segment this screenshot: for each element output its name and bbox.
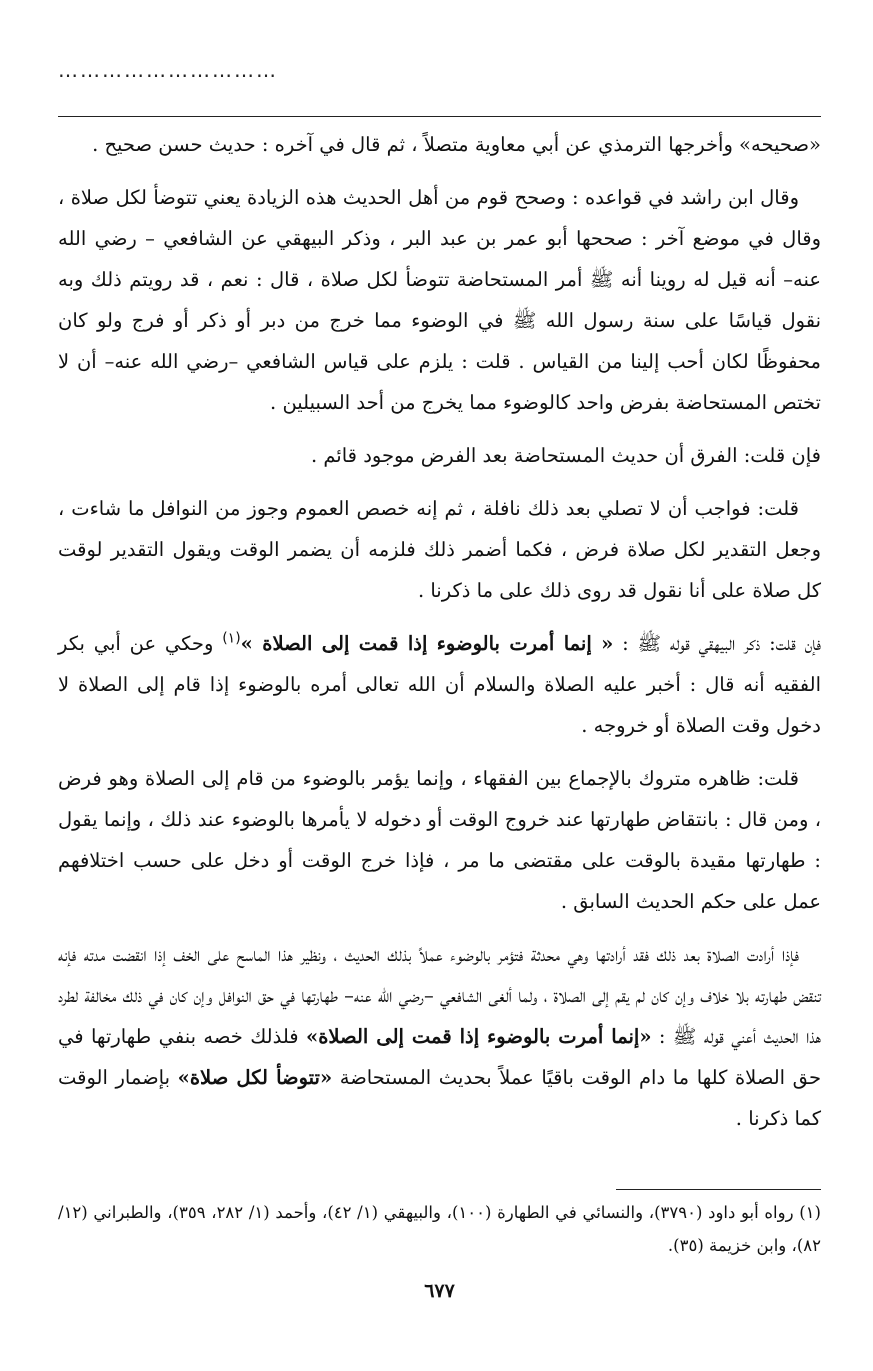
- paragraph-text: فإن قلت: الفرق أن حديث المستحاضة بعد الفرض موجود قائم .: [310, 444, 821, 467]
- paragraph-text: وقال ابن راشد في قواعده : وصحح قوم من أهل الحديث هذه الزيادة يعني تتوضأ لكل صلاة ، وقال في موضع آخر : صححها أبو عمر بن عبد البر ، وذكر البيهقي عن الشافعي – رضي الله عنه– أنه قيل له روينا أنه ﷺ أمر المستحاضة تتوضأ لكل صلاة ، قال : نعم ، قد رويتم ذلك وبه نقول قياسًا على سنة رسول الله ﷺ في الوضوء مما خرج من دبر أو ذكر أو فرج ولو كان محفوظًا لكان أحب إلينا من القياس . قلت : يلزم على قياس الشافعي –رضي الله عنه– أن لا تختص المستحاضة بفرض واحد كالوضوء مما يخرج من أحد السبيلين .: [58, 186, 821, 414]
- paragraph-2: [58, 177, 821, 423]
- document-page: [58, 0, 821, 1371]
- paragraph-text: قلت: فواجب أن لا تصلي بعد ذلك نافلة ، ثم إنه خصص العموم وجوز من النوافل ما شاءت ، وجعل التقدير لكل صلاة فرض ، فكما أضمر ذلك فلزمه أن يضمر الوقت ويقول التقدير لوقت كل صلاة على أنا نقول قد روى ذلك على ما ذكرنا .: [58, 497, 821, 602]
- paragraph-7: [58, 934, 821, 1139]
- paragraph-text-pre: فإذا أرادت الصلاة بعد ذلك فقد أرادتها وهي محدثة فتؤمر بالوضوء عملاً بذلك الحديث ، ونظير هذا الماسح على الخف إذا انقضت مدته فإنه تنقض طهارته بلا خلاف وإن كان لم يقم إلى الصلاة ، ولما ألغى الشافعي –رضي الله عنه– طهارتها في حق النوافل وإن كان في ذلك مخالفة لطرد هذا الحديث أعني قوله ﷺ :: [58, 943, 822, 1048]
- paragraph-1: [58, 124, 821, 165]
- header-rule: [58, 116, 821, 117]
- paragraph-5: [58, 623, 821, 746]
- footnote-rule: [616, 1189, 821, 1190]
- paragraph-text-pre: فإن قلت: ذكر البيهقي قوله ﷺ :: [613, 632, 822, 655]
- paragraph-text: «صحيحه» وأخرجها الترمذي عن أبي معاوية متصلاً ، ثم قال في آخره : حديث حسن صحيح .: [92, 133, 821, 156]
- page-number: ٦٧٧: [424, 1280, 455, 1302]
- footnote-marker: (١): [222, 630, 241, 647]
- hadith-quote-2: «تتوضأ لكل صلاة»: [177, 1066, 333, 1089]
- paragraph-text-post: وحكي عن أبي بكر الفقيه أنه قال : أخبر عليه الصلاة والسلام أن الله تعالى أمره بالوضوء إذا قام إلى الصلاة لا دخول وقت الصلاة أو خروجه .: [58, 632, 821, 737]
- paragraph-4: [58, 488, 821, 611]
- paragraph-6: [58, 758, 821, 922]
- hadith-quote: « إنما أمرت بالوضوء إذا قمت إلى الصلاة »: [240, 632, 614, 655]
- main-text: [58, 124, 821, 1151]
- paragraph-text: قلت: ظاهره متروك بالإجماع بين الفقهاء ، وإنما يؤمر بالوضوء من قام إلى الصلاة وهو فرض ، ومن قال : بانتقاض طهارتها عند خروج الوقت أو دخوله لا يأمرها بالوضوء عند ذلك ، وإنما يقول : طهارتها مقيدة بالوقت على مقتضى ما مر ، فإذا خرج الوقت أو دخل على حسب اختلافهم عمل على حكم الحديث السابق .: [58, 767, 821, 913]
- paragraph-3: [58, 435, 821, 476]
- hadith-quote: «إنما أمرت بالوضوء إذا قمت إلى الصلاة»: [306, 1025, 652, 1048]
- footnote-text: (١) رواه أبو داود (٣٧٩٠)، والنسائي في الطهارة (١٠٠)، والبيهقي (١/ ٤٢)، وأحمد (١/ ٢٨٢، ٣٥٩)، والطبراني (١٢/ ٨٢)، وابن خزيمة (٣٥).: [58, 1203, 821, 1255]
- paragraph-text-mid: فلذلك خصه بنفي طهارتها في حق الصلاة كلها ما دام الوقت باقيًا عملاً بحديث المستحاضة: [58, 1025, 821, 1089]
- paragraph-text-post: بإضمار الوقت كما ذكرنا .: [58, 1066, 821, 1130]
- header-dotted-line: …………………………: [58, 58, 278, 82]
- footnote: [58, 1196, 821, 1262]
